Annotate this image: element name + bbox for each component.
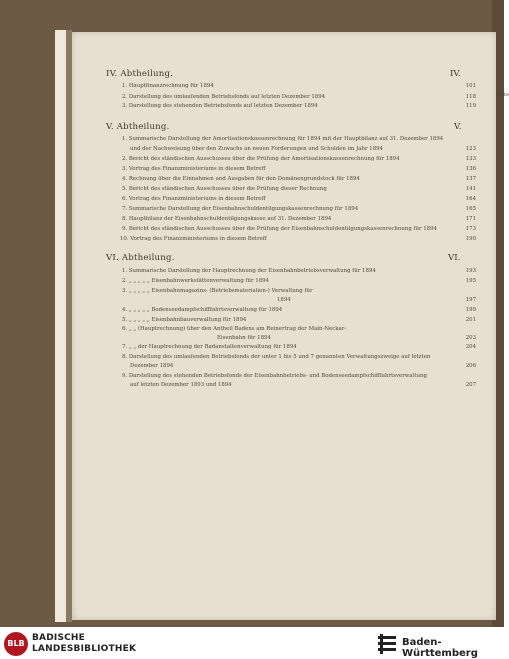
library-name-line1: BADISCHE	[32, 633, 86, 643]
toc-page: 137	[465, 176, 476, 182]
toc-line: 8. Darstellung des umlaufenden Betriebsfonds der unter 1 bis 5 und 7 genannten Verwaltungszweige auf letzten	[122, 354, 431, 360]
toc-line: auf letzten Dezember 1893 und 1894	[130, 382, 232, 388]
toc-line: 7. Summarische Darstellung der Eisenbahnschuldentilgungskassenrechnung für 1894	[122, 206, 359, 212]
section-title: V. Abtheilung.	[106, 122, 170, 132]
toc-page: 199	[465, 307, 476, 313]
toc-line: Eisenbahn für 1894	[217, 335, 271, 341]
toc-page: 133	[465, 156, 476, 162]
toc-line: 2. „ „ „ „ „ Eisenbahnwerkstättenverwaltung für 1894	[122, 278, 269, 284]
toc-page: 119	[465, 103, 476, 109]
toc-line: 1. Hauptfinanzrechnung für 1894	[122, 83, 214, 89]
section-numeral: VI.	[448, 253, 461, 263]
state-label: Baden-Württemberg	[402, 637, 478, 659]
toc-page: 123	[465, 146, 476, 152]
toc-page: 197	[465, 297, 476, 303]
toc-page: 201	[465, 317, 476, 323]
toc-line: Dezember 1894	[130, 363, 174, 369]
library-name-line2: LANDESBIBLIOTHEK	[32, 644, 137, 654]
toc-line: 6. Vortrag des Finanzministeriums in diesem Betreff	[122, 196, 266, 202]
toc-line: 4. „ „ „ „ „ Bodenseedampfschifffahrtsverwaltung für 1894	[122, 307, 283, 313]
corner-label: Seite	[496, 92, 509, 98]
document-page	[72, 32, 509, 620]
section-numeral: V.	[454, 122, 462, 132]
toc-line: 5. Bericht des ständischen Ausschusses über die Prüfung dieser Rechnung	[122, 186, 327, 192]
section-numeral: IV.	[450, 69, 461, 79]
blb-logo: BLB	[4, 632, 28, 656]
toc-page: 164	[465, 196, 476, 202]
toc-page: 165	[465, 206, 476, 212]
toc-page: 207	[465, 382, 476, 388]
toc-page: 206	[465, 363, 476, 369]
toc-line: 3. „ „ „ „ „ Eisenbahnmagazins- (Betriebsmaterialien-) Verwaltung für	[122, 288, 313, 294]
toc-line: 2. Bericht des ständischen Ausschusses über die Prüfung der Amortisationskassenrechnung für 1894	[122, 156, 400, 162]
toc-line: 10. Vortrag des Finanzministeriums in diesem Betreff	[120, 236, 267, 242]
toc-page: 204	[465, 344, 476, 350]
toc-page: 195	[465, 278, 476, 284]
toc-line: 3. Darstellung des stehenden Betriebsfonds auf letzten Dezember 1894	[122, 103, 318, 109]
toc-page: 203	[465, 335, 476, 341]
toc-page: 101	[465, 83, 476, 89]
toc-line: 7. „ „ der Hauptrechnung der Badanstaltenverwaltung für 1894	[122, 344, 297, 350]
toc-page: 173	[465, 226, 476, 232]
toc-line: 6. „ „ (Hauptrechnung) über den Antheil Badens am Reinertrag der Main-Neckar-	[122, 326, 347, 332]
toc-line: 5. „ „ „ „ „ Eisenbahnbauverwaltung für 1894	[122, 317, 247, 323]
toc-line: und der Nachweisung über den Zuwachs an neuen Forderungen und Schulden im Jahr 1894	[130, 146, 383, 152]
toc-line: 9. Darstellung des stehenden Betriebsfonds der Eisenbahnbetriebs- und Bodenseedampfschifffahrtsverwaltung	[122, 373, 427, 379]
toc-page: 136	[465, 166, 476, 172]
toc-page: 118	[465, 94, 476, 100]
toc-line: 3. Vortrag des Finanzministeriums in diesem Betreff	[122, 166, 266, 172]
toc-line: 1. Summarische Darstellung der Amortisationskassenrechnung für 1894 mit der Hauptbilanz auf 31. Dezember 1894	[122, 136, 444, 142]
section-title: IV. Abtheilung.	[106, 69, 174, 79]
toc-page: 190	[465, 236, 476, 242]
toc-line: 8. Hauptbilanz der Eisenbahnschuldentilgungskasse auf 31. Dezember 1894	[122, 216, 332, 222]
section-title: VI. Abtheilung.	[106, 253, 175, 263]
toc-line: 4. Rechnung über die Einnahmen und Ausgaben für den Domänengrundstock für 1894	[122, 176, 360, 182]
toc-page: 193	[465, 268, 476, 274]
toc-page: 141	[465, 186, 476, 192]
toc-line: 9. Bericht des ständischen Ausschusses über die Prüfung der Eisenbahnschuldentilgungskassenrechnung für 1894	[122, 226, 437, 232]
toc-line: 1. Summarische Darstellung der Hauptrechnung der Eisenbahnbetriebsverwaltung für 1894	[122, 268, 376, 274]
toc-line: 1894	[277, 297, 291, 303]
coat-of-arms-icon	[376, 633, 398, 655]
toc-page: 171	[465, 216, 476, 222]
toc-line: 2. Darstellung des umlaufenden Betriebsfonds auf letzten Dezember 1894	[122, 94, 326, 100]
